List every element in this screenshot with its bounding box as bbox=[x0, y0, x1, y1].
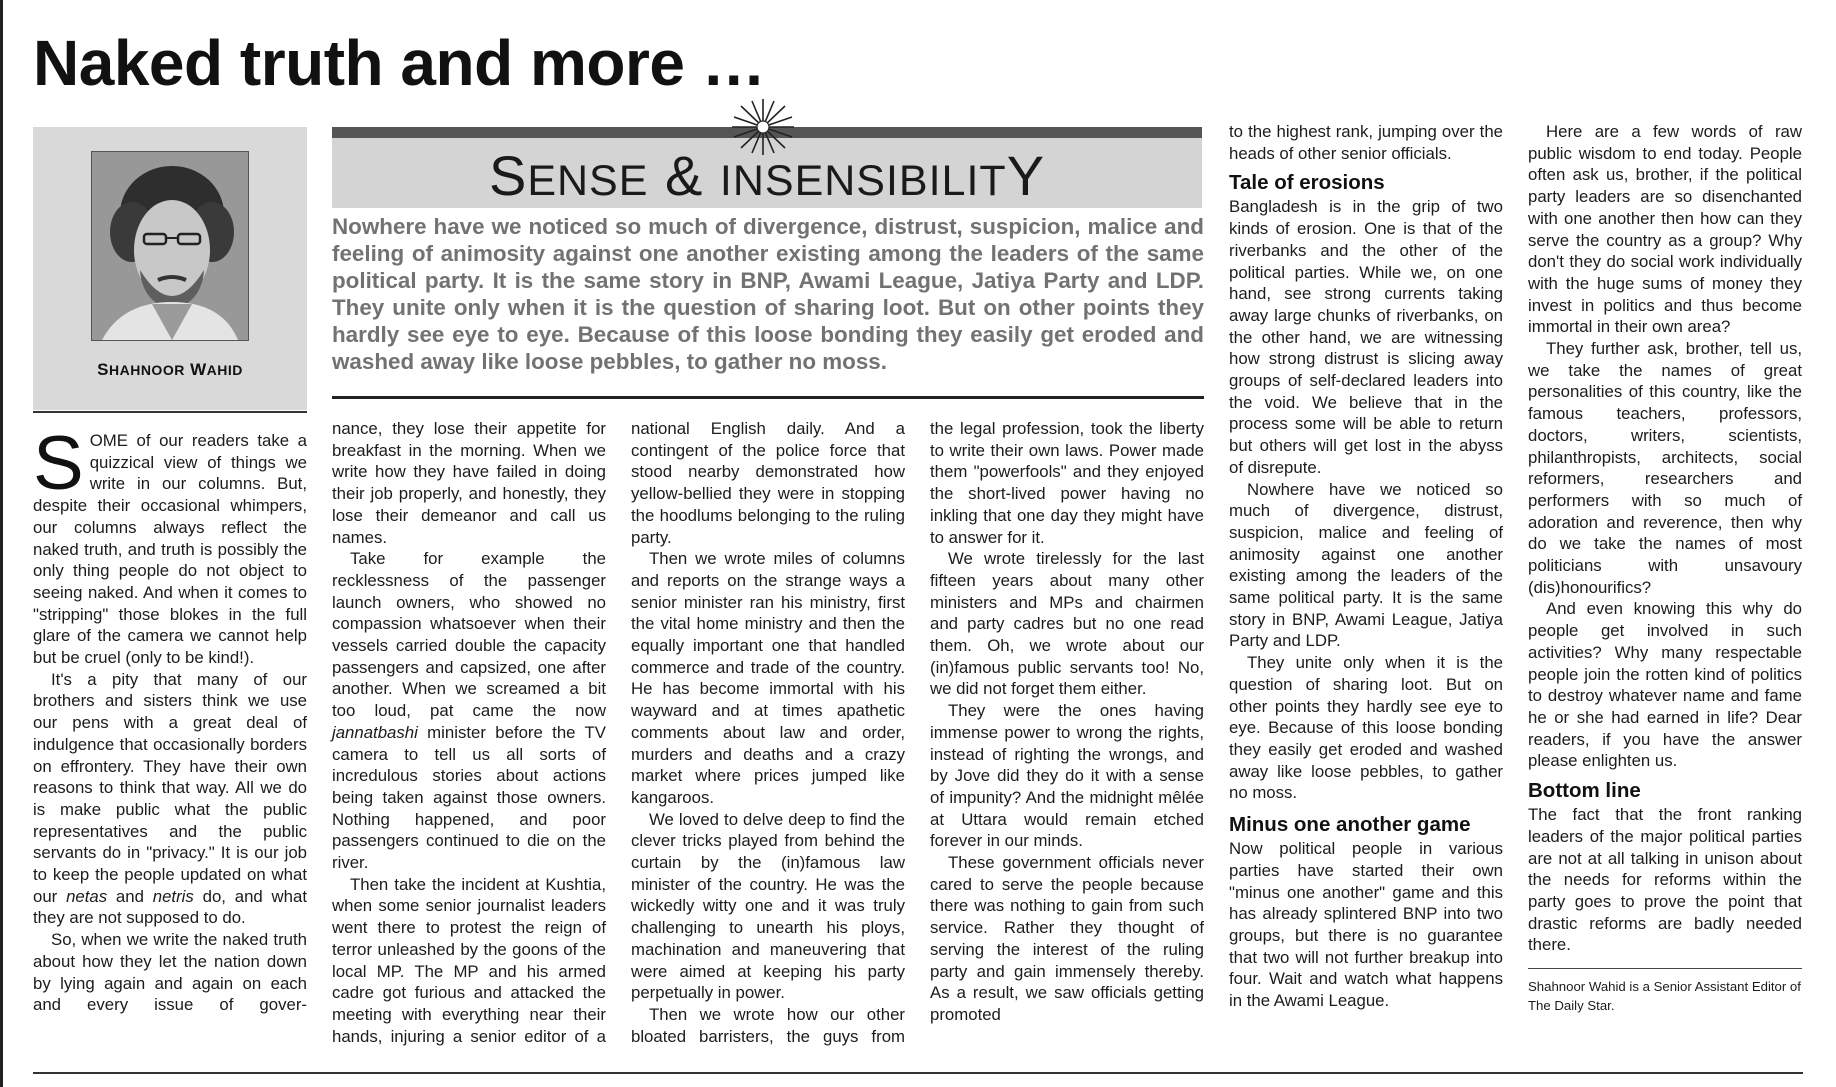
starburst-icon bbox=[728, 97, 798, 157]
page-bottom-rule bbox=[33, 1072, 1803, 1074]
body-paragraph: Then take the incident at Kushtia, when some senior journalist leaders went there to protest the reign of terror unleashed by the goons of the local MP. The MP and his armed cadre got furious and attacked the meeting with everything near their hands, injuring a senior editor of a bbox=[332, 874, 606, 1046]
body-paragraph: Then we wrote miles of columns and reports on the strange ways a senior minister ran his ministry, first the vital home ministry and then the equally important one that handled commerce and trade of the country. He has become immortal with his wayward and at times apathetic comments about law and order, murders and deaths and a crazy market where prices jumped like kangaroos. bbox=[631, 549, 905, 807]
subheading-bottom-line: Bottom line bbox=[1528, 779, 1641, 803]
article-standfirst: Nowhere have we noticed so much of divergence, distrust, suspicion, malice and feeling of animosity against one another existing among the leaders of the same political party. It is the same story in BNP, Awami League, Jatiya Party and LDP. They unite only when it is the question of sharing loot. But on other points they hardly see eye to eye. Because of this loose bonding they easily get eroded and washed away like loose pebbles, to gather no moss. bbox=[332, 214, 1204, 374]
body-paragraph: The fact that the front ranking leaders of the major political parties are not at all talking in unison about the needs for reforms within the party goes to prove the point that drastic reforms are badly needed there. bbox=[1528, 805, 1802, 955]
body-paragraph: Bangladesh is in the grip of two kinds of erosion. One is that of the riverbanks and the other of the political parties. While we, on one hand, see strong currents taking away large chunks of riverbanks, on the other hand, we are witnessing how strong distrust is slicing away groups of self-declared leaders into the void. We believe that in the process some will be able to return but others will get lost in the abyss of disrepute. bbox=[1229, 197, 1503, 477]
column-title: SENSE & INSENSIBILITY bbox=[488, 144, 1046, 207]
standfirst-divider bbox=[332, 396, 1204, 399]
author-name: SHAHNOOR WAHID bbox=[97, 360, 243, 379]
body-paragraph: nance, they lose their appetite for breakfast in the morning. When we write how they have failed in doing their job properly, and honestly, they lose their demeanor and call us names. bbox=[332, 419, 606, 547]
drop-cap: S bbox=[33, 421, 84, 506]
text-column-5 bbox=[1229, 121, 1503, 1012]
body-paragraph: It's a pity that many of our brothers and sisters think we use our pens with a great deal of indulgence that occasionally borders on effrontery. They have their own reasons to think that way. All we do is make public what the public representatives and the public servants do in "privacy." It is our job to keep the people updated on what our netas and netris do, and what they are not supposed to do. bbox=[33, 669, 307, 928]
body-paragraph: national English daily. And a contingent of the police force that stood nearby demonstrated how yellow-bellied they were in stopping the hoodlums belonging to the ruling party. bbox=[631, 419, 905, 547]
body-paragraph: So, when we write the naked truth about how they let the nation down by lying again and again on each and every issue of gover- bbox=[33, 930, 307, 1015]
body-paragraph: the legal profession, took the liberty to write their own laws. Power made them "powerfools" and they enjoyed the short-lived power having no inkling that one day they might have to answer for it. bbox=[930, 419, 1204, 547]
body-paragraph: Take for example the recklessness of the passenger launch owners, who showed no compassion whatsoever when their vessels carried double the capacity passengers and capsized, one after another. When we screamed a bit too loud, pat came the now jannatbashi minister before the TV camera to tell us all sorts of incredulous stories about actions being taken against those owners. Nothing happened, and poor passengers continued to die on the river. bbox=[332, 549, 606, 873]
author-portrait-illustration bbox=[92, 152, 248, 340]
text-column-1 bbox=[33, 421, 307, 1016]
body-paragraph: Now political people in various parties have started their own "minus one another" game and this has already splintered BNP into two groups, but there is no guarantee that two will not further breakup into four. Wait and watch what happens in the Awami League. bbox=[1229, 839, 1503, 1011]
body-paragraph: Then we wrote how our other bloated barristers, the guys from bbox=[631, 1004, 905, 1046]
text-column-6 bbox=[1528, 121, 1802, 1015]
text-column-2 bbox=[332, 418, 606, 1047]
body-paragraph: We wrote tirelessly for the last fifteen years about many other ministers and MPs and chairmen and party cadres but no one read them. Oh, we wrote about our (in)famous public servants too! No, we did not forget them either. bbox=[930, 549, 1204, 699]
text-column-3 bbox=[631, 418, 905, 1047]
body-paragraph: Here are a few words of raw public wisdom to end today. People often ask us, brother, if the political party leaders are so disenchanted with one another then how can they serve the country as a group? Why don't they do social work individually with the huge sums of money they invest in politics and thus become immortal in their own area? bbox=[1528, 122, 1802, 337]
body-paragraph: We loved to delve deep to find the clever tricks played from behind the curtain by the (in)famous law minister of the country. He was the wickedly witty one and it was truly challenging to unearth his ploys, machination and maneuvering that were aimed at keeping his party perpetually in power. bbox=[631, 809, 905, 1003]
subheading-minus-one-another-game: Minus one another game bbox=[1229, 813, 1471, 837]
author-note-divider bbox=[1528, 968, 1802, 969]
subheading-tale-of-erosions: Tale of erosions bbox=[1229, 171, 1385, 195]
text-column-4 bbox=[930, 418, 1204, 1026]
body-paragraph: Nowhere have we noticed so much of divergence, distrust, suspicion, malice and feeling of animosity against one another existing among the leaders of the same political party. It is the same story in BNP, Awami League, Jatiya Party and LDP. bbox=[1229, 479, 1503, 651]
body-paragraph: These government officials never cared to serve the people because there was nothing to gain from such service. Rather they thought of serving the interest of the ruling party and gain immensely thereby. As a result, we saw officials getting promoted bbox=[930, 853, 1204, 1024]
page-left-rule bbox=[0, 0, 3, 1087]
article-headline: Naked truth and more … bbox=[33, 27, 766, 99]
author-divider bbox=[33, 411, 307, 413]
body-paragraph: And even knowing this why do people get involved in such activities? Why many respectable people join the rotten kind of politics to destroy whatever name and fame he or she had earned in life? Dear readers, if you have the answer please enlighten us. bbox=[1528, 599, 1802, 771]
author-photo bbox=[91, 151, 249, 341]
body-paragraph: to the highest rank, jumping over the heads of other senior officials. bbox=[1229, 122, 1503, 163]
body-paragraph: They were the ones having immense power to wrong the rights, instead of righting the wrongs, and by Jove did they do it with a sense of impunity? And the midnight mêlée at Uttara would remain etched forever in our minds. bbox=[930, 701, 1204, 851]
body-paragraph: They unite only when it is the question of sharing loot. But on other points they hardly see eye to eye. Because of this loose bonding they easily get eroded and washed away like loose pebbles, to gather no moss. bbox=[1229, 653, 1503, 803]
body-paragraph: SOME of our readers take a quizzical view of things we write in our columns. But, despite their occasional whimpers, our columns always reflect the naked truth, and truth is possibly the only thing people do not object to seeing naked. And when it comes to "stripping" those blokes in the full glare of the camera we cannot help but be cruel (only to be kind!). bbox=[33, 421, 307, 668]
author-panel bbox=[33, 127, 307, 410]
author-note: Shahnoor Wahid is a Senior Assistant Editor of The Daily Star. bbox=[1528, 979, 1801, 1014]
body-paragraph: They further ask, brother, tell us, we take the names of great personalities of this country, like the famous teachers, professors, doctors, writers, scientists, philanthropists, architects, social reformers, researchers and performers with so much of adoration and reverence, then why do we take the names of most politicians with unsavoury (dis)honourifics? bbox=[1528, 339, 1802, 597]
